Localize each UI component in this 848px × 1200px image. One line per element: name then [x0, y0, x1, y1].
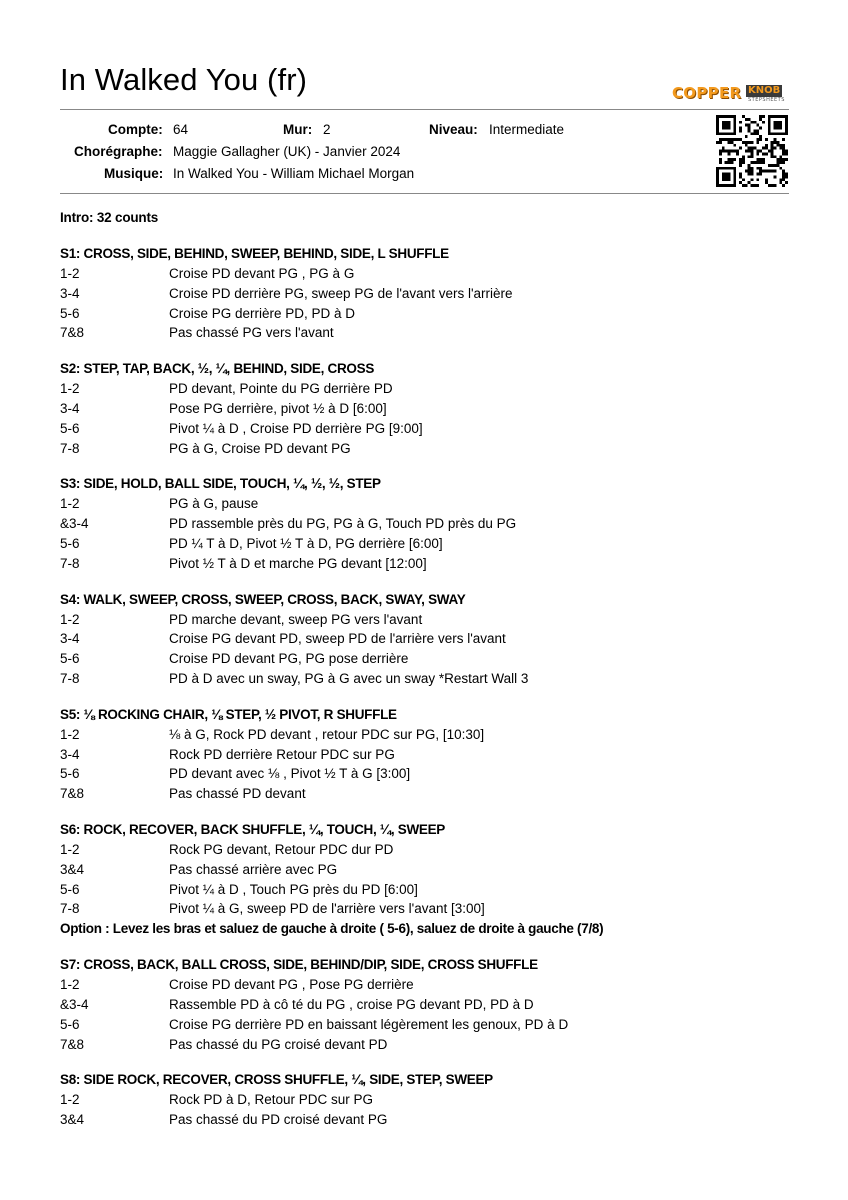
step-count: 3-4	[60, 285, 80, 301]
step-description: Croise PD derrière PG, sweep PG de l'avant vers l'arrière	[169, 285, 513, 301]
step-count: 5-6	[60, 651, 80, 667]
step-row	[60, 975, 800, 995]
step-row	[60, 419, 800, 439]
step-row	[60, 764, 800, 784]
step-row	[60, 725, 800, 745]
step-row	[60, 860, 800, 880]
step-count: 1-2	[60, 266, 80, 281]
section-title: S1: CROSS, SIDE, BEHIND, SWEEP, BEHIND, SIDE, L SHUFFLE	[60, 246, 449, 261]
step-description: Pas chassé arrière avec PG	[169, 861, 338, 877]
meta-choregraphe	[74, 141, 163, 163]
section-title: S2: STEP, TAP, BACK, ½, ¼, BEHIND, SIDE, CROSS	[60, 361, 375, 377]
meta-niveau	[429, 119, 478, 141]
logo-brand: COPPER	[672, 84, 742, 102]
step-count: 3-4	[60, 631, 80, 647]
step-count: 1-2	[60, 977, 80, 993]
musique-value: In Walked You - William Michael Morgan	[173, 166, 415, 181]
step-description: Croise PG derrière PD, PD à D	[169, 305, 356, 321]
step-count: 1-2	[60, 1092, 80, 1108]
qr-code-icon	[716, 115, 788, 187]
section-title: S8: SIDE ROCK, RECOVER, CROSS SHUFFLE, ¼, SIDE, STEP, SWEEP	[60, 1072, 493, 1088]
step-row	[60, 649, 800, 669]
step-row	[60, 1035, 800, 1055]
section-title: S3: SIDE, HOLD, BALL SIDE, TOUCH, ¼, ½, ½, STEP	[60, 476, 381, 492]
step-count: 5-6	[60, 535, 80, 551]
step-description: Croise PD devant PG , Pose PG derrière	[169, 977, 414, 993]
step-count: &3-4	[60, 516, 89, 532]
step-description: Pivot ¼ à D , Touch PG près du PD [6:00]	[169, 881, 418, 897]
section-4	[60, 590, 800, 689]
niveau-label: Niveau:	[429, 122, 478, 137]
step-row	[60, 1110, 800, 1130]
logo-brand-knob: KNOB	[748, 85, 781, 96]
step-count: 7-8	[60, 670, 80, 686]
section-1	[60, 244, 800, 343]
step-count: 5-6	[60, 766, 80, 782]
step-count: 5-6	[60, 881, 80, 897]
mur-label: Mur:	[283, 122, 313, 137]
step-row	[60, 399, 800, 419]
step-row	[60, 534, 800, 554]
step-count: 5-6	[60, 1016, 80, 1032]
step-count: 1-2	[60, 841, 80, 857]
step-row	[60, 323, 800, 343]
choregraphe-value: Maggie Gallagher (UK) - Janvier 2024	[173, 144, 401, 159]
mur-value: 2	[323, 122, 331, 137]
step-description: PD ¼ T à D, Pivot ½ T à D, PG derrière [6:00]	[169, 535, 443, 551]
step-count: 7-8	[60, 555, 80, 571]
step-row	[60, 494, 800, 514]
step-description: Pose PG derrière, pivot ½ à D [6:00]	[169, 400, 387, 416]
step-description: Pas chassé du PG croisé devant PD	[169, 1036, 388, 1052]
step-description: Pivot ¼ à D , Croise PD derrière PG [9:00]	[169, 420, 423, 436]
step-row	[60, 304, 800, 324]
step-count: 7-8	[60, 901, 80, 917]
step-description: Pas chassé PD devant	[169, 786, 306, 802]
compte-value: 64	[173, 122, 189, 137]
section-title: S5: ⅛ ROCKING CHAIR, ⅛ STEP, ½ PIVOT, R SHUFFLE	[60, 706, 397, 722]
step-row	[60, 439, 800, 459]
step-count: 1-2	[60, 496, 80, 512]
step-description: Croise PD devant PG , PG à G	[169, 266, 355, 281]
step-row	[60, 264, 800, 284]
header-divider-bottom	[60, 193, 789, 194]
section-2	[60, 359, 800, 458]
step-row	[60, 1090, 800, 1110]
step-description: Rassemble PD à cô té du PG , croise PG devant PD, PD à D	[169, 996, 534, 1012]
step-description: PD devant, Pointe du PG derrière PD	[169, 381, 393, 397]
step-count: 3&4	[60, 1112, 85, 1128]
step-count: 3-4	[60, 400, 80, 416]
step-row	[60, 629, 800, 649]
step-description: Croise PG derrière PD en baissant légèrement les genoux, PD à D	[169, 1016, 569, 1032]
sections-container	[60, 244, 800, 1130]
step-row	[60, 379, 800, 399]
step-row	[60, 995, 800, 1015]
step-description: PD à D avec un sway, PG à G avec un sway *Restart Wall 3	[169, 670, 529, 686]
step-row	[60, 880, 800, 900]
stepsheet-body	[60, 208, 800, 1130]
section-8	[60, 1070, 800, 1130]
niveau-value: Intermediate	[489, 122, 565, 137]
step-count: 7&8	[60, 1036, 85, 1052]
step-row	[60, 669, 800, 689]
step-count: 1-2	[60, 611, 80, 627]
step-row	[60, 554, 800, 574]
step-count: 3&4	[60, 861, 85, 877]
step-description: Pivot ¼ à G, sweep PD de l'arrière vers l'avant [3:00]	[169, 901, 485, 917]
step-row	[60, 284, 800, 304]
step-count: 1-2	[60, 381, 80, 397]
step-description: ⅛ à G, Rock PD devant , retour PDC sur PG, [10:30]	[169, 726, 485, 742]
musique-label: Musique:	[104, 166, 164, 181]
meta-mur	[283, 119, 312, 141]
step-row	[60, 899, 800, 919]
step-description: Rock PD derrière Retour PDC sur PG	[169, 746, 395, 762]
step-count: 7&8	[60, 325, 85, 341]
section-title: S4: WALK, SWEEP, CROSS, SWEEP, CROSS, BACK, SWAY, SWAY	[60, 591, 466, 607]
step-description: PD rassemble près du PG, PG à G, Touch PD près du PG	[169, 516, 517, 532]
choregraphe-label: Chorégraphe:	[74, 144, 163, 159]
step-row	[60, 610, 800, 630]
step-description: PG à G, Croise PD devant PG	[169, 440, 351, 456]
step-count: 7-8	[60, 440, 80, 456]
header-divider-top	[60, 109, 789, 110]
step-description: PD marche devant, sweep PG vers l'avant	[169, 611, 423, 627]
step-description: Croise PG devant PD, sweep PD de l'arrière vers l'avant	[169, 631, 506, 647]
step-count: 3-4	[60, 746, 80, 762]
step-description: Croise PD devant PG, PG pose derrière	[169, 651, 409, 667]
step-description: PG à G, pause	[169, 496, 259, 512]
intro-text: Intro: 32 counts	[60, 210, 159, 225]
step-description: Pas chassé du PD croisé devant PG	[169, 1112, 388, 1128]
meta-musique	[104, 163, 163, 185]
step-count: 1-2	[60, 726, 80, 742]
step-description: Rock PG devant, Retour PDC dur PD	[169, 841, 394, 857]
step-row	[60, 745, 800, 765]
compte-label: Compte:	[108, 122, 163, 137]
step-count: 5-6	[60, 420, 80, 436]
meta-compte	[108, 119, 163, 141]
step-description: PD devant avec ⅛ , Pivot ½ T à G [3:00]	[169, 766, 411, 782]
section-title: S6: ROCK, RECOVER, BACK SHUFFLE, ¼, TOUCH, ¼, SWEEP	[60, 821, 446, 837]
section-6	[60, 820, 800, 939]
option-note: Option : Levez les bras et saluez de gauche à droite ( 5-6), saluez de droite à gauche (7/8)	[60, 921, 604, 937]
copperknob-logo	[672, 84, 790, 104]
step-row	[60, 1015, 800, 1035]
section-5	[60, 705, 800, 804]
section-3	[60, 474, 800, 573]
section-7	[60, 955, 800, 1054]
step-count: &3-4	[60, 996, 89, 1012]
step-description: Pivot ½ T à D et marche PG devant [12:00]	[169, 555, 427, 571]
step-row	[60, 840, 800, 860]
step-count: 5-6	[60, 305, 80, 321]
step-count: 7&8	[60, 786, 85, 802]
page-title: In Walked You (fr)	[60, 62, 308, 97]
step-description: Rock PD à D, Retour PDC sur PG	[169, 1092, 374, 1108]
step-description: Pas chassé PG vers l'avant	[169, 325, 334, 341]
step-row	[60, 514, 800, 534]
logo-tagline: STEPSHEETS	[748, 97, 785, 103]
section-title: S7: CROSS, BACK, BALL CROSS, SIDE, BEHIND/DIP, SIDE, CROSS SHUFFLE	[60, 957, 538, 973]
step-row	[60, 784, 800, 804]
